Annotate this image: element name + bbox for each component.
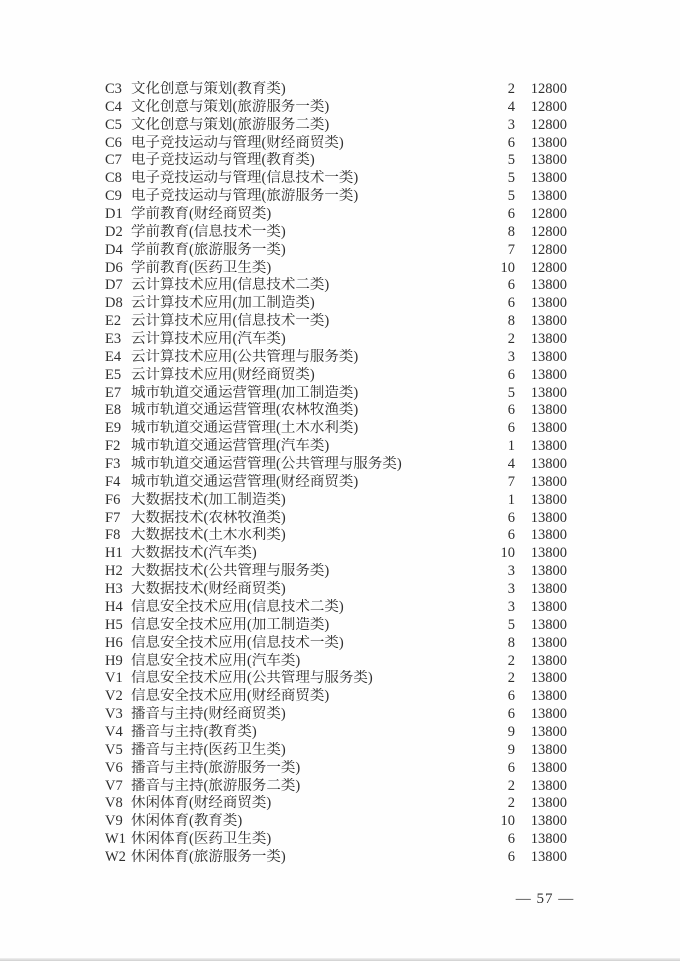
tuition-fee: 13800 — [530, 652, 567, 669]
program-name: 云计算技术应用(加工制造类) — [131, 295, 315, 312]
tuition-fee: 13800 — [530, 759, 567, 776]
table-row — [105, 831, 567, 849]
program-code: H9 — [105, 652, 123, 669]
plan-count: 2 — [507, 331, 515, 348]
program-code: C8 — [105, 170, 122, 187]
tuition-fee: 13800 — [530, 170, 567, 187]
program-name: 信息安全技术应用(财经商贸类) — [131, 688, 330, 705]
table-row — [105, 152, 567, 170]
plan-count: 6 — [507, 277, 515, 294]
tuition-fee: 13800 — [530, 473, 567, 490]
table-row — [105, 688, 567, 706]
tuition-fee: 13800 — [530, 366, 567, 383]
tuition-fee: 13800 — [530, 402, 567, 419]
table-row — [105, 313, 567, 331]
program-name: 电子竞技运动与管理(教育类) — [131, 152, 315, 169]
program-code: H4 — [105, 598, 123, 615]
program-name: 学前教育(财经商贸类) — [131, 206, 272, 223]
tuition-fee: 13800 — [530, 598, 567, 615]
program-code: D7 — [105, 277, 123, 294]
table-row — [105, 670, 567, 688]
table-row — [105, 99, 567, 117]
program-name: 学前教育(医药卫生类) — [131, 259, 272, 276]
table-row — [105, 367, 567, 385]
table-row — [105, 295, 567, 313]
table-row — [105, 813, 567, 831]
tuition-fee: 13800 — [530, 527, 567, 544]
program-name: 学前教育(旅游服务一类) — [131, 241, 286, 258]
plan-count: 8 — [507, 313, 515, 330]
program-name: 城市轨道交通运营管理(土木水利类) — [131, 420, 359, 437]
tuition-fee: 13800 — [530, 295, 567, 312]
tuition-fee: 13800 — [530, 795, 567, 812]
program-name: 城市轨道交通运营管理(农林牧渔类) — [131, 402, 359, 419]
program-name: 城市轨道交通运营管理(汽车类) — [131, 438, 330, 455]
program-name: 文化创意与策划(教育类) — [131, 81, 286, 97]
plan-count: 1 — [507, 438, 515, 455]
program-code: V7 — [105, 777, 123, 794]
program-name: 大数据技术(加工制造类) — [131, 491, 286, 508]
plan-count: 6 — [507, 402, 515, 419]
table-row — [105, 438, 567, 456]
tuition-fee: 13800 — [530, 188, 567, 205]
table-row — [105, 760, 567, 778]
program-code: H5 — [105, 616, 123, 633]
table-row — [105, 349, 567, 367]
plan-count: 9 — [507, 723, 515, 740]
tuition-fee: 13800 — [530, 152, 567, 169]
program-name: 云计算技术应用(信息技术一类) — [131, 313, 330, 330]
program-name: 云计算技术应用(汽车类) — [131, 331, 286, 348]
program-code: E2 — [105, 313, 122, 330]
table-row — [105, 742, 567, 760]
program-name: 休闲体育(医药卫生类) — [131, 831, 272, 848]
program-code: V3 — [105, 706, 123, 723]
program-name: 云计算技术应用(财经商贸类) — [131, 366, 315, 383]
program-name: 城市轨道交通运营管理(公共管理与服务类) — [131, 456, 402, 473]
tuition-fee: 13800 — [530, 509, 567, 526]
program-code: V9 — [105, 813, 123, 830]
tuition-fee: 13800 — [530, 723, 567, 740]
plan-count: 6 — [507, 509, 515, 526]
plan-count: 3 — [507, 348, 515, 365]
program-code: F7 — [105, 509, 121, 526]
table-row — [105, 849, 567, 867]
plan-count: 4 — [507, 98, 515, 115]
program-name: 播音与主持(医药卫生类) — [131, 741, 286, 758]
tuition-fee: 13800 — [530, 420, 567, 437]
program-code: E8 — [105, 402, 122, 419]
table-row — [105, 135, 567, 153]
plan-count: 5 — [507, 384, 515, 401]
plan-count: 5 — [507, 616, 515, 633]
plan-count: 2 — [507, 81, 515, 97]
tuition-fee: 13800 — [530, 563, 567, 580]
tuition-fee: 13800 — [530, 331, 567, 348]
table-row — [105, 724, 567, 742]
table-row — [105, 510, 567, 528]
program-code: V5 — [105, 741, 123, 758]
program-code: C7 — [105, 152, 122, 169]
tuition-fee: 13800 — [530, 670, 567, 687]
plan-count: 6 — [507, 688, 515, 705]
program-list-table — [105, 81, 567, 867]
program-code: W1 — [105, 831, 126, 848]
program-code: H3 — [105, 581, 123, 598]
program-name: 大数据技术(农林牧渔类) — [131, 509, 286, 526]
program-name: 文化创意与策划(旅游服务一类) — [131, 98, 330, 115]
program-name: 电子竞技运动与管理(信息技术一类) — [131, 170, 359, 187]
program-code: F4 — [105, 473, 121, 490]
program-name: 学前教育(信息技术一类) — [131, 223, 286, 240]
program-code: F3 — [105, 456, 121, 473]
table-row — [105, 474, 567, 492]
program-name: 休闲体育(教育类) — [131, 813, 243, 830]
program-name: 城市轨道交通运营管理(财经商贸类) — [131, 473, 359, 490]
tuition-fee: 13800 — [530, 634, 567, 651]
table-row — [105, 492, 567, 510]
plan-count: 6 — [507, 527, 515, 544]
program-code: F6 — [105, 491, 121, 508]
plan-count: 7 — [507, 241, 515, 258]
plan-count: 10 — [500, 545, 515, 562]
program-code: C4 — [105, 98, 122, 115]
tuition-fee: 13800 — [530, 741, 567, 758]
tuition-fee: 12800 — [530, 116, 567, 133]
program-name: 信息安全技术应用(汽车类) — [131, 652, 301, 669]
tuition-fee: 12800 — [530, 206, 567, 223]
table-row — [105, 224, 567, 242]
program-code: D1 — [105, 206, 123, 223]
tuition-fee: 13800 — [530, 491, 567, 508]
plan-count: 7 — [507, 473, 515, 490]
plan-count: 1 — [507, 491, 515, 508]
program-code: H1 — [105, 545, 123, 562]
tuition-fee: 12800 — [530, 98, 567, 115]
program-name: 城市轨道交通运营管理(加工制造类) — [131, 384, 359, 401]
tuition-fee: 13800 — [530, 831, 567, 848]
program-code: E9 — [105, 420, 122, 437]
program-code: H2 — [105, 563, 123, 580]
program-code: C6 — [105, 134, 122, 151]
plan-count: 8 — [507, 634, 515, 651]
program-name: 大数据技术(汽车类) — [131, 545, 257, 562]
plan-count: 5 — [507, 170, 515, 187]
table-row — [105, 653, 567, 671]
table-row — [105, 385, 567, 403]
program-name: 云计算技术应用(信息技术二类) — [131, 277, 330, 294]
tuition-fee: 13800 — [530, 438, 567, 455]
program-name: 播音与主持(教育类) — [131, 723, 257, 740]
plan-count: 3 — [507, 598, 515, 615]
plan-count: 6 — [507, 134, 515, 151]
program-code: E7 — [105, 384, 122, 401]
table-row — [105, 778, 567, 796]
plan-count: 10 — [500, 259, 515, 276]
plan-count: 6 — [507, 366, 515, 383]
program-name: 电子竞技运动与管理(旅游服务一类) — [131, 188, 359, 205]
plan-count: 6 — [507, 206, 515, 223]
plan-count: 9 — [507, 741, 515, 758]
program-code: V2 — [105, 688, 123, 705]
program-name: 信息安全技术应用(公共管理与服务类) — [131, 670, 373, 687]
program-name: 大数据技术(财经商贸类) — [131, 581, 286, 598]
table-row — [105, 260, 567, 278]
tuition-fee: 13800 — [530, 134, 567, 151]
program-code: F8 — [105, 527, 121, 544]
plan-count: 5 — [507, 152, 515, 169]
program-code: F2 — [105, 438, 121, 455]
tuition-fee: 13800 — [530, 313, 567, 330]
tuition-fee: 13800 — [530, 384, 567, 401]
program-code: D8 — [105, 295, 123, 312]
plan-count: 10 — [500, 813, 515, 830]
tuition-fee: 12800 — [530, 81, 567, 97]
plan-count: 5 — [507, 188, 515, 205]
table-row — [105, 527, 567, 545]
table-row — [105, 599, 567, 617]
table-row — [105, 170, 567, 188]
program-name: 播音与主持(旅游服务二类) — [131, 777, 301, 794]
program-code: D6 — [105, 259, 123, 276]
program-code: E5 — [105, 366, 122, 383]
table-row — [105, 706, 567, 724]
program-code: V1 — [105, 670, 123, 687]
program-code: H6 — [105, 634, 123, 651]
tuition-fee: 12800 — [530, 259, 567, 276]
tuition-fee: 13800 — [530, 848, 567, 865]
program-code: E3 — [105, 331, 122, 348]
tuition-fee: 13800 — [530, 706, 567, 723]
table-row — [105, 117, 567, 135]
plan-count: 2 — [507, 795, 515, 812]
table-row — [105, 420, 567, 438]
tuition-fee: 13800 — [530, 456, 567, 473]
tuition-fee: 13800 — [530, 348, 567, 365]
tuition-fee: 13800 — [530, 581, 567, 598]
table-row — [105, 635, 567, 653]
program-code: C5 — [105, 116, 122, 133]
program-name: 文化创意与策划(旅游服务二类) — [131, 116, 330, 133]
table-row — [105, 617, 567, 635]
program-code: V6 — [105, 759, 123, 776]
table-row — [105, 795, 567, 813]
program-code: C3 — [105, 81, 122, 97]
plan-count: 6 — [507, 706, 515, 723]
plan-count: 3 — [507, 581, 515, 598]
table-row — [105, 277, 567, 295]
tuition-fee: 13800 — [530, 813, 567, 830]
program-name: 大数据技术(土木水利类) — [131, 527, 286, 544]
table-row — [105, 242, 567, 260]
plan-count: 3 — [507, 563, 515, 580]
table-row — [105, 81, 567, 99]
plan-count: 2 — [507, 670, 515, 687]
table-row — [105, 563, 567, 581]
tuition-fee: 12800 — [530, 241, 567, 258]
plan-count: 2 — [507, 777, 515, 794]
tuition-fee: 13800 — [530, 277, 567, 294]
plan-count: 6 — [507, 759, 515, 776]
plan-count: 6 — [507, 848, 515, 865]
tuition-fee: 13800 — [530, 616, 567, 633]
program-name: 云计算技术应用(公共管理与服务类) — [131, 348, 359, 365]
program-name: 电子竞技运动与管理(财经商贸类) — [131, 134, 344, 151]
program-code: D4 — [105, 241, 123, 258]
tuition-fee: 13800 — [530, 545, 567, 562]
table-row — [105, 545, 567, 563]
tuition-fee: 12800 — [530, 223, 567, 240]
program-code: E4 — [105, 348, 122, 365]
program-name: 休闲体育(旅游服务一类) — [131, 848, 286, 865]
table-row — [105, 206, 567, 224]
table-row — [105, 581, 567, 599]
plan-count: 4 — [507, 456, 515, 473]
program-name: 播音与主持(财经商贸类) — [131, 706, 286, 723]
plan-count: 6 — [507, 295, 515, 312]
program-code: V8 — [105, 795, 123, 812]
program-code: C9 — [105, 188, 122, 205]
plan-count: 2 — [507, 652, 515, 669]
plan-count: 6 — [507, 420, 515, 437]
tuition-fee: 13800 — [530, 777, 567, 794]
program-code: V4 — [105, 723, 123, 740]
plan-count: 6 — [507, 831, 515, 848]
program-code: W2 — [105, 848, 126, 865]
tuition-fee: 13800 — [530, 688, 567, 705]
page-number: — 57 — — [515, 891, 575, 907]
program-name: 播音与主持(旅游服务一类) — [131, 759, 301, 776]
program-name: 信息安全技术应用(信息技术二类) — [131, 598, 344, 615]
plan-count: 3 — [507, 116, 515, 133]
plan-count: 8 — [507, 223, 515, 240]
table-row — [105, 188, 567, 206]
table-row — [105, 402, 567, 420]
program-name: 大数据技术(公共管理与服务类) — [131, 563, 330, 580]
program-name: 信息安全技术应用(加工制造类) — [131, 616, 330, 633]
program-name: 信息安全技术应用(信息技术一类) — [131, 634, 344, 651]
program-code: D2 — [105, 223, 123, 240]
table-row — [105, 331, 567, 349]
program-name: 休闲体育(财经商贸类) — [131, 795, 272, 812]
table-row — [105, 456, 567, 474]
